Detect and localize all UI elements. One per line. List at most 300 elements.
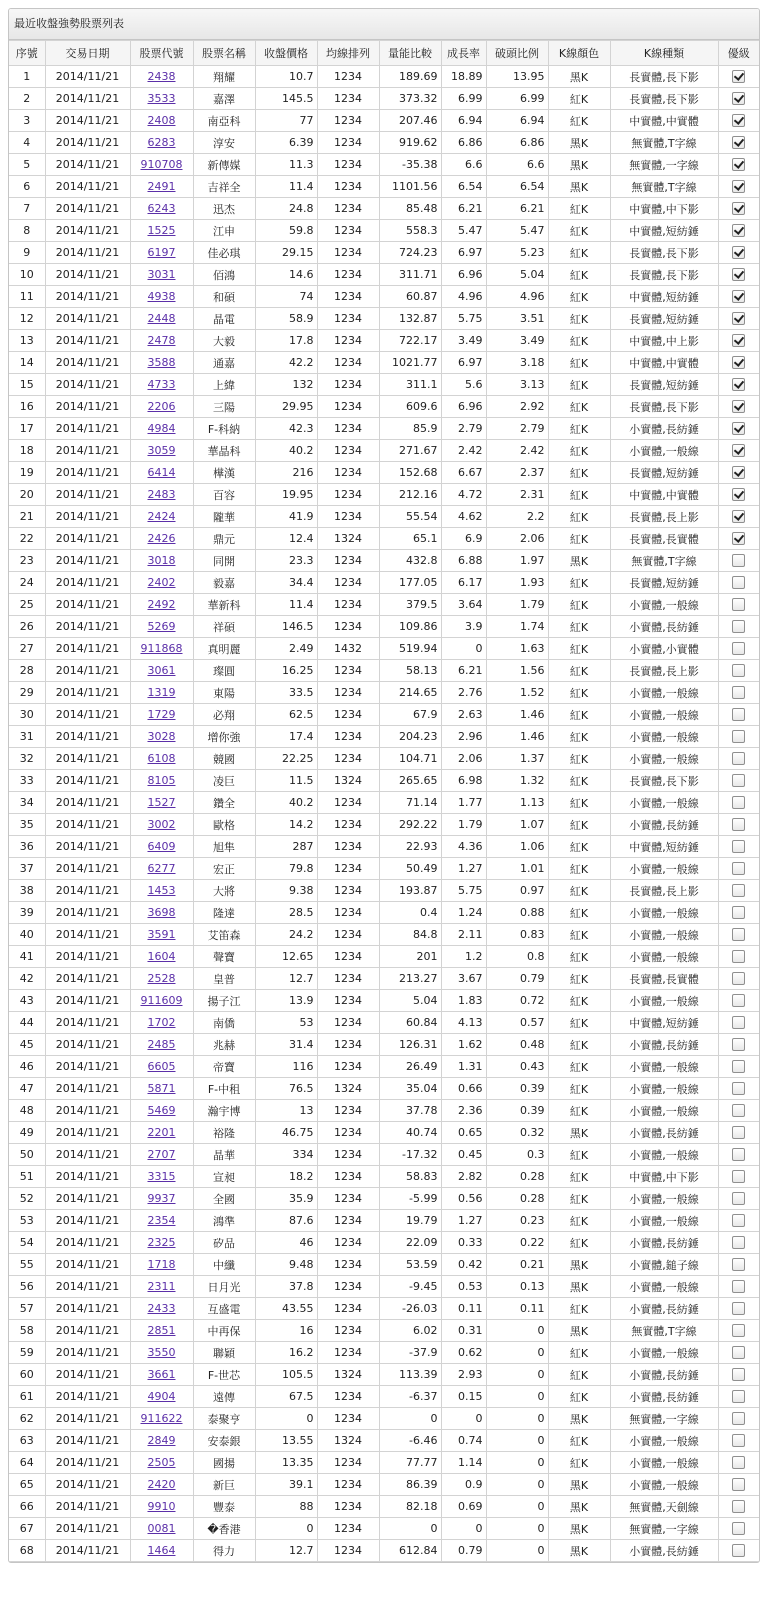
priority-checkbox[interactable] (732, 1324, 745, 1337)
row-seq-cell: 22 (9, 528, 45, 550)
priority-checkbox[interactable] (732, 1104, 745, 1117)
row-volume-cell: 0 (379, 1408, 441, 1430)
row-breakout-cell: 0.48 (486, 1034, 548, 1056)
row-ma-cell: 1234 (317, 1320, 379, 1342)
stock-code-link[interactable]: 2408 (147, 114, 176, 127)
stock-code-link[interactable]: 5871 (147, 1082, 176, 1095)
stock-code-link[interactable]: 6605 (147, 1060, 176, 1073)
row-growth-cell: 2.11 (441, 924, 486, 946)
stock-code-cell (130, 638, 193, 660)
row-close-cell: 18.2 (255, 1166, 317, 1188)
row-seq-cell: 23 (9, 550, 45, 572)
row-volume-cell: 53.59 (379, 1254, 441, 1276)
row-ktype-cell: 小實體,一般線 (610, 946, 718, 968)
stock-code-link[interactable]: 2424 (147, 510, 176, 523)
priority-checkbox[interactable] (732, 334, 745, 347)
priority-checkbox[interactable] (732, 1038, 745, 1051)
header-kcolor[interactable]: K線顏色 (548, 41, 610, 66)
row-name-cell: 日月光 (193, 1276, 255, 1298)
priority-checkbox[interactable] (732, 1544, 745, 1557)
stock-code-link[interactable]: 3002 (147, 818, 176, 831)
header-date[interactable]: 交易日期 (45, 41, 130, 66)
stock-code-link[interactable]: 6108 (147, 752, 176, 765)
priority-cell (718, 484, 759, 506)
row-kcolor-cell: 紅K (548, 440, 610, 462)
row-volume-cell: 86.39 (379, 1474, 441, 1496)
priority-checkbox[interactable] (732, 268, 745, 281)
stock-code-link[interactable]: 3588 (147, 356, 176, 369)
priority-checkbox[interactable] (732, 1236, 745, 1249)
stock-code-link[interactable]: 2707 (147, 1148, 176, 1161)
stock-code-link[interactable]: 911622 (140, 1412, 183, 1425)
row-name-cell: 鴻準 (193, 1210, 255, 1232)
row-ktype-cell: 小實體,一般線 (610, 1144, 718, 1166)
priority-checkbox[interactable] (732, 1170, 745, 1183)
row-breakout-cell: 2.42 (486, 440, 548, 462)
row-ma-cell: 1234 (317, 484, 379, 506)
row-ma-cell: 1324 (317, 770, 379, 792)
header-ktype[interactable]: K線種類 (610, 41, 718, 66)
row-kcolor-cell: 紅K (548, 264, 610, 286)
priority-checkbox[interactable] (732, 774, 745, 787)
stock-code-cell (130, 484, 193, 506)
row-kcolor-cell: 紅K (548, 572, 610, 594)
stock-code-link[interactable]: 2354 (147, 1214, 176, 1227)
stock-code-cell (130, 770, 193, 792)
priority-checkbox[interactable] (732, 1258, 745, 1271)
stock-code-cell (130, 616, 193, 638)
row-name-cell: 翔耀 (193, 66, 255, 88)
table-row (9, 484, 759, 506)
row-growth-cell: 0.62 (441, 1342, 486, 1364)
stock-code-link[interactable]: 1319 (147, 686, 176, 699)
priority-checkbox[interactable] (732, 1478, 745, 1491)
row-kcolor-cell: 紅K (548, 660, 610, 682)
row-date-cell: 2014/11/21 (45, 836, 130, 858)
stock-code-link[interactable]: 2438 (147, 70, 176, 83)
row-volume-cell: 22.93 (379, 836, 441, 858)
stock-code-link[interactable]: 3698 (147, 906, 176, 919)
row-volume-cell: -17.32 (379, 1144, 441, 1166)
row-close-cell: 88 (255, 1496, 317, 1518)
row-ma-cell: 1234 (317, 924, 379, 946)
row-volume-cell: 1021.77 (379, 352, 441, 374)
stock-code-link[interactable]: 1718 (147, 1258, 176, 1271)
table-row (9, 704, 759, 726)
stock-code-link[interactable]: 4938 (147, 290, 176, 303)
row-breakout-cell: 1.93 (486, 572, 548, 594)
priority-checkbox[interactable] (732, 796, 745, 809)
stock-code-link[interactable]: 6414 (147, 466, 176, 479)
priority-checkbox[interactable] (732, 1390, 745, 1403)
stock-code-link[interactable]: 4733 (147, 378, 176, 391)
row-seq-cell: 7 (9, 198, 45, 220)
row-volume-cell: 71.14 (379, 792, 441, 814)
stock-code-link[interactable]: 3315 (147, 1170, 176, 1183)
row-close-cell: 59.8 (255, 220, 317, 242)
priority-checkbox[interactable] (732, 554, 745, 567)
priority-cell (718, 198, 759, 220)
stock-code-link[interactable]: 3533 (147, 92, 176, 105)
row-ktype-cell: 長實體,長上影 (610, 506, 718, 528)
row-breakout-cell: 6.21 (486, 198, 548, 220)
row-seq-cell: 35 (9, 814, 45, 836)
priority-checkbox[interactable] (732, 158, 745, 171)
row-ktype-cell: 小實體,一般線 (610, 440, 718, 462)
panel-title: 最近收盤強勢股票列表 (9, 9, 759, 40)
priority-checkbox[interactable] (732, 114, 745, 127)
row-name-cell: 聯穎 (193, 1342, 255, 1364)
stock-code-link[interactable]: 1525 (147, 224, 176, 237)
row-growth-cell: 6.86 (441, 132, 486, 154)
priority-cell (718, 836, 759, 858)
priority-cell (718, 374, 759, 396)
row-seq-cell: 68 (9, 1540, 45, 1562)
stock-code-link[interactable]: 2505 (147, 1456, 176, 1469)
priority-checkbox[interactable] (732, 1192, 745, 1205)
row-volume-cell: 207.46 (379, 110, 441, 132)
stock-code-link[interactable]: 2426 (147, 532, 176, 545)
stock-code-cell (130, 88, 193, 110)
priority-checkbox[interactable] (732, 1280, 745, 1293)
stock-code-link[interactable]: 2485 (147, 1038, 176, 1051)
row-volume-cell: -9.45 (379, 1276, 441, 1298)
priority-checkbox[interactable] (732, 422, 745, 435)
stock-code-cell (130, 1276, 193, 1298)
priority-cell (718, 572, 759, 594)
row-growth-cell: 4.36 (441, 836, 486, 858)
row-growth-cell: 1.77 (441, 792, 486, 814)
stock-code-link[interactable]: 5469 (147, 1104, 176, 1117)
row-volume-cell: 132.87 (379, 308, 441, 330)
stock-code-link[interactable]: 2483 (147, 488, 176, 501)
priority-checkbox[interactable] (732, 1082, 745, 1095)
priority-checkbox[interactable] (732, 1346, 745, 1359)
row-breakout-cell: 0.28 (486, 1188, 548, 1210)
table-row (9, 946, 759, 968)
row-close-cell: 2.49 (255, 638, 317, 660)
stock-code-cell (130, 1188, 193, 1210)
priority-checkbox[interactable] (732, 1060, 745, 1073)
table-row (9, 1276, 759, 1298)
header-ma[interactable]: 均線排列 (317, 41, 379, 66)
priority-checkbox[interactable] (732, 994, 745, 1007)
row-growth-cell: 5.75 (441, 880, 486, 902)
priority-checkbox[interactable] (732, 1016, 745, 1029)
row-date-cell: 2014/11/21 (45, 462, 130, 484)
priority-cell (718, 924, 759, 946)
row-kcolor-cell: 紅K (548, 682, 610, 704)
row-ma-cell: 1234 (317, 308, 379, 330)
priority-checkbox[interactable] (732, 884, 745, 897)
row-growth-cell: 6.17 (441, 572, 486, 594)
stock-code-link[interactable]: 3059 (147, 444, 176, 457)
priority-cell (718, 132, 759, 154)
priority-checkbox[interactable] (732, 1302, 745, 1315)
row-date-cell: 2014/11/21 (45, 660, 130, 682)
row-kcolor-cell: 紅K (548, 704, 610, 726)
row-close-cell: 16.25 (255, 660, 317, 682)
stock-code-link[interactable]: 9937 (147, 1192, 176, 1205)
row-ktype-cell: 小實體,長紡錘 (610, 1364, 718, 1386)
stock-code-cell (130, 990, 193, 1012)
stock-code-link[interactable]: 2478 (147, 334, 176, 347)
row-date-cell: 2014/11/21 (45, 616, 130, 638)
priority-checkbox[interactable] (732, 1126, 745, 1139)
stock-code-link[interactable]: 8105 (147, 774, 176, 787)
stock-code-link[interactable]: 2851 (147, 1324, 176, 1337)
priority-checkbox[interactable] (732, 708, 745, 721)
row-ktype-cell: 長實體,短紡錘 (610, 374, 718, 396)
priority-checkbox[interactable] (732, 1214, 745, 1227)
row-volume-cell: 26.49 (379, 1056, 441, 1078)
stock-code-link[interactable]: 2402 (147, 576, 176, 589)
row-breakout-cell: 2.37 (486, 462, 548, 484)
stock-code-link[interactable]: 2491 (147, 180, 176, 193)
priority-checkbox[interactable] (732, 312, 745, 325)
priority-cell (718, 66, 759, 88)
table-row (9, 1386, 759, 1408)
stock-code-link[interactable]: 1527 (147, 796, 176, 809)
row-breakout-cell: 3.49 (486, 330, 548, 352)
row-close-cell: 39.1 (255, 1474, 317, 1496)
priority-checkbox[interactable] (732, 620, 745, 633)
stock-code-link[interactable]: 1604 (147, 950, 176, 963)
row-volume-cell: 65.1 (379, 528, 441, 550)
header-growth[interactable]: 成長率 (441, 41, 486, 66)
stock-code-link[interactable]: 4984 (147, 422, 176, 435)
stock-code-cell (130, 924, 193, 946)
row-date-cell: 2014/11/21 (45, 1276, 130, 1298)
stock-code-link[interactable]: 3591 (147, 928, 176, 941)
row-ma-cell: 1234 (317, 880, 379, 902)
priority-cell (718, 176, 759, 198)
stock-code-link[interactable]: 2206 (147, 400, 176, 413)
row-date-cell: 2014/11/21 (45, 594, 130, 616)
priority-cell (718, 286, 759, 308)
row-ktype-cell: 小實體,長紡錘 (610, 418, 718, 440)
stock-code-link[interactable]: 2448 (147, 312, 176, 325)
priority-checkbox[interactable] (732, 356, 745, 369)
stock-code-link[interactable]: 911609 (140, 994, 183, 1007)
row-ma-cell: 1324 (317, 1078, 379, 1100)
stock-code-link[interactable]: 911868 (140, 642, 183, 655)
header-code[interactable]: 股票代號 (130, 41, 193, 66)
priority-checkbox[interactable] (732, 224, 745, 237)
priority-checkbox[interactable] (732, 1500, 745, 1513)
row-close-cell: 14.2 (255, 814, 317, 836)
priority-checkbox[interactable] (732, 1368, 745, 1381)
row-name-cell: 宏正 (193, 858, 255, 880)
row-volume-cell: 50.49 (379, 858, 441, 880)
stock-code-cell (130, 1386, 193, 1408)
row-date-cell: 2014/11/21 (45, 968, 130, 990)
stock-code-link[interactable]: 2420 (147, 1478, 176, 1491)
stock-code-link[interactable]: 3018 (147, 554, 176, 567)
stock-code-link[interactable]: 6243 (147, 202, 176, 215)
row-ktype-cell: 小實體,長紡錘 (610, 814, 718, 836)
stock-code-cell (130, 902, 193, 924)
stock-code-link[interactable]: 1464 (147, 1544, 176, 1557)
priority-checkbox[interactable] (732, 840, 745, 853)
row-volume-cell: 519.94 (379, 638, 441, 660)
priority-checkbox[interactable] (732, 576, 745, 589)
row-ktype-cell: 長實體,長下影 (610, 264, 718, 286)
stock-code-link[interactable]: 1729 (147, 708, 176, 721)
table-row (9, 66, 759, 88)
stock-code-link[interactable]: 2325 (147, 1236, 176, 1249)
row-ma-cell: 1234 (317, 506, 379, 528)
stock-code-link[interactable]: 6409 (147, 840, 176, 853)
stock-code-link[interactable]: 9910 (147, 1500, 176, 1513)
stock-code-cell (130, 704, 193, 726)
row-seq-cell: 65 (9, 1474, 45, 1496)
priority-checkbox[interactable] (732, 642, 745, 655)
row-ma-cell: 1234 (317, 858, 379, 880)
priority-checkbox[interactable] (732, 290, 745, 303)
stock-code-cell (130, 1100, 193, 1122)
stock-code-link[interactable]: 2311 (147, 1280, 176, 1293)
priority-checkbox[interactable] (732, 444, 745, 457)
priority-checkbox[interactable] (732, 510, 745, 523)
header-seq[interactable]: 序號 (9, 41, 45, 66)
stock-code-link[interactable]: 910708 (140, 158, 183, 171)
row-ma-cell: 1234 (317, 1386, 379, 1408)
row-ktype-cell: 長實體,長下影 (610, 242, 718, 264)
stock-code-cell (130, 264, 193, 286)
priority-checkbox[interactable] (732, 92, 745, 105)
stock-code-link[interactable]: 2433 (147, 1302, 176, 1315)
row-volume-cell: -37.9 (379, 1342, 441, 1364)
row-close-cell: 12.7 (255, 968, 317, 990)
stock-code-link[interactable]: 3661 (147, 1368, 176, 1381)
priority-checkbox[interactable] (732, 818, 745, 831)
priority-checkbox[interactable] (732, 202, 745, 215)
priority-checkbox[interactable] (732, 488, 745, 501)
row-close-cell: 24.2 (255, 924, 317, 946)
priority-checkbox[interactable] (732, 928, 745, 941)
header-breakout[interactable]: 破頭比例 (486, 41, 548, 66)
stock-code-link[interactable]: 1453 (147, 884, 176, 897)
stock-code-link[interactable]: 6197 (147, 246, 176, 259)
stock-code-cell (130, 352, 193, 374)
row-ktype-cell: 小實體,長紡錘 (610, 1122, 718, 1144)
row-kcolor-cell: 紅K (548, 594, 610, 616)
priority-checkbox[interactable] (732, 180, 745, 193)
priority-checkbox[interactable] (732, 972, 745, 985)
header-priority[interactable]: 優級 (718, 41, 759, 66)
stock-code-link[interactable]: 0081 (147, 1522, 176, 1535)
priority-checkbox[interactable] (732, 686, 745, 699)
stock-code-link[interactable]: 2528 (147, 972, 176, 985)
row-close-cell: 67.5 (255, 1386, 317, 1408)
stock-code-link[interactable]: 5269 (147, 620, 176, 633)
row-breakout-cell: 1.46 (486, 726, 548, 748)
priority-checkbox[interactable] (732, 466, 745, 479)
row-ma-cell: 1234 (317, 462, 379, 484)
row-growth-cell: 4.13 (441, 1012, 486, 1034)
row-ma-cell: 1234 (317, 990, 379, 1012)
row-kcolor-cell: 紅K (548, 1364, 610, 1386)
priority-checkbox[interactable] (732, 1434, 745, 1447)
priority-checkbox[interactable] (732, 1148, 745, 1161)
row-name-cell: 嘉澤 (193, 88, 255, 110)
stock-code-link[interactable]: 2201 (147, 1126, 176, 1139)
priority-checkbox[interactable] (732, 532, 745, 545)
header-name[interactable]: 股票名稱 (193, 41, 255, 66)
row-date-cell: 2014/11/21 (45, 132, 130, 154)
priority-checkbox[interactable] (732, 906, 745, 919)
stock-code-cell (130, 462, 193, 484)
priority-checkbox[interactable] (732, 730, 745, 743)
stock-code-link[interactable]: 6283 (147, 136, 176, 149)
row-close-cell: 16 (255, 1320, 317, 1342)
row-ktype-cell: 中實體,短紡錘 (610, 286, 718, 308)
row-kcolor-cell: 紅K (548, 1056, 610, 1078)
priority-cell (718, 902, 759, 924)
priority-cell (718, 528, 759, 550)
row-close-cell: 42.2 (255, 352, 317, 374)
stock-code-link[interactable]: 3031 (147, 268, 176, 281)
row-growth-cell: 2.63 (441, 704, 486, 726)
stock-code-link[interactable]: 3550 (147, 1346, 176, 1359)
priority-cell (718, 968, 759, 990)
priority-cell (718, 330, 759, 352)
row-date-cell: 2014/11/21 (45, 1386, 130, 1408)
row-date-cell: 2014/11/21 (45, 1540, 130, 1562)
row-date-cell: 2014/11/21 (45, 88, 130, 110)
priority-checkbox[interactable] (732, 752, 745, 765)
stock-code-link[interactable]: 1702 (147, 1016, 176, 1029)
stock-code-link[interactable]: 2492 (147, 598, 176, 611)
priority-checkbox[interactable] (732, 378, 745, 391)
stock-code-link[interactable]: 4904 (147, 1390, 176, 1403)
row-close-cell: 35.9 (255, 1188, 317, 1210)
priority-checkbox[interactable] (732, 1522, 745, 1535)
row-kcolor-cell: 紅K (548, 1144, 610, 1166)
priority-checkbox[interactable] (732, 664, 745, 677)
stock-code-link[interactable]: 2849 (147, 1434, 176, 1447)
priority-cell (718, 990, 759, 1012)
header-close[interactable]: 收盤價格 (255, 41, 317, 66)
priority-checkbox[interactable] (732, 246, 745, 259)
priority-checkbox[interactable] (732, 598, 745, 611)
row-seq-cell: 1 (9, 66, 45, 88)
priority-checkbox[interactable] (732, 70, 745, 83)
row-kcolor-cell: 紅K (548, 1210, 610, 1232)
priority-checkbox[interactable] (732, 1456, 745, 1469)
priority-checkbox[interactable] (732, 400, 745, 413)
row-growth-cell: 2.79 (441, 418, 486, 440)
row-breakout-cell: 6.54 (486, 176, 548, 198)
header-volume[interactable]: 量能比較 (379, 41, 441, 66)
priority-checkbox[interactable] (732, 950, 745, 963)
stock-code-link[interactable]: 6277 (147, 862, 176, 875)
priority-checkbox[interactable] (732, 136, 745, 149)
priority-checkbox[interactable] (732, 862, 745, 875)
stock-code-cell (130, 1012, 193, 1034)
priority-checkbox[interactable] (732, 1412, 745, 1425)
row-volume-cell: 67.9 (379, 704, 441, 726)
row-kcolor-cell: 紅K (548, 1034, 610, 1056)
stock-code-cell (130, 1540, 193, 1562)
row-breakout-cell: 1.79 (486, 594, 548, 616)
table-row (9, 330, 759, 352)
stock-code-link[interactable]: 3061 (147, 664, 176, 677)
stock-code-link[interactable]: 3028 (147, 730, 176, 743)
row-breakout-cell: 0.39 (486, 1100, 548, 1122)
row-volume-cell: 55.54 (379, 506, 441, 528)
